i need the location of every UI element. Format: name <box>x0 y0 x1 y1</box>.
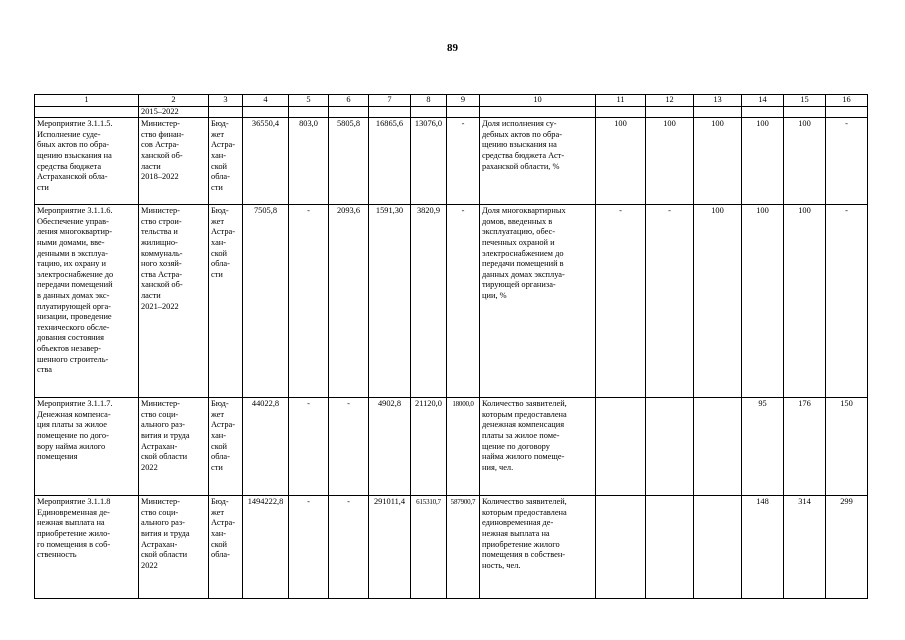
value-cell: 1591,30 <box>369 205 411 398</box>
indicator-cell: Доля исполнения су- дебных актов по обра- щению взыскания на средства бюджета Аст- раханской области, % <box>480 118 596 205</box>
value-cell: - <box>329 496 369 599</box>
table-row <box>35 398 868 496</box>
value-cell <box>596 496 646 599</box>
value-cell: - <box>289 398 329 496</box>
table-row <box>35 205 868 398</box>
table-cell <box>596 106 646 118</box>
column-header: 10 <box>480 95 596 107</box>
executor-cell: Министер- ство соци- ального раз- вития и труда Астрахан- ской области 2022 <box>139 496 209 599</box>
value-cell: - <box>826 205 868 398</box>
column-header: 11 <box>596 95 646 107</box>
value-cell: 36550,4 <box>243 118 289 205</box>
period-continuation-row <box>35 106 868 118</box>
column-header: 9 <box>447 95 480 107</box>
table-cell <box>447 106 480 118</box>
value-cell: 7505,8 <box>243 205 289 398</box>
value-cell: 100 <box>784 205 826 398</box>
value-cell: 2093,6 <box>329 205 369 398</box>
value-cell: 5805,8 <box>329 118 369 205</box>
value-cell: 16865,6 <box>369 118 411 205</box>
value-cell: - <box>329 398 369 496</box>
value-cell: 100 <box>784 118 826 205</box>
value-cell: 100 <box>694 205 742 398</box>
value-cell: 100 <box>596 118 646 205</box>
value-cell: - <box>646 205 694 398</box>
value-cell <box>694 398 742 496</box>
activity-cell: Мероприятие 3.1.1.5. Исполнение суде- бных актов по обра- щению взыскания на средства бюджета Астраханской обла- сти <box>35 118 139 205</box>
value-cell: 100 <box>646 118 694 205</box>
table-cell <box>209 106 243 118</box>
activity-cell: Мероприятие 3.1.1.6. Обеспечение управ- ления многоквартир- ными домами, вве- денными в эксплуа- тацию, их охрану и электроснабжение до передачи помещений в данных домах экс- плуатирующей орга- низации, проведение технического обсле- дования состояния объектов незавер- шенного строитель- ства <box>35 205 139 398</box>
activity-cell: Мероприятие 3.1.1.8 Единовременная де- нежная выплата на приобретение жило- го помещения в соб- ственность <box>35 496 139 599</box>
value-cell: 18000,0 <box>447 398 480 496</box>
table-cell <box>411 106 447 118</box>
value-cell: 100 <box>694 118 742 205</box>
value-cell: - <box>447 118 480 205</box>
funding-source-cell: Бюд- жет Астра- хан- ской обла- сти <box>209 398 243 496</box>
value-cell: - <box>596 205 646 398</box>
value-cell: 150 <box>826 398 868 496</box>
column-header: 8 <box>411 95 447 107</box>
program-activities-table <box>34 94 868 599</box>
funding-source-cell: Бюд- жет Астра- хан- ской обла- сти <box>209 205 243 398</box>
table-cell <box>289 106 329 118</box>
value-cell: 44022,8 <box>243 398 289 496</box>
value-cell: 803,0 <box>289 118 329 205</box>
column-header: 5 <box>289 95 329 107</box>
period-cell: 2015–2022 <box>139 106 209 118</box>
executor-cell: Министер- ство соци- ального раз- вития и труда Астрахан- ской области 2022 <box>139 398 209 496</box>
table-row <box>35 496 868 599</box>
table-cell <box>35 106 139 118</box>
value-cell: 1494222,8 <box>243 496 289 599</box>
value-cell: - <box>826 118 868 205</box>
value-cell <box>596 398 646 496</box>
table-cell <box>826 106 868 118</box>
table-cell <box>784 106 826 118</box>
table-cell <box>329 106 369 118</box>
column-header: 13 <box>694 95 742 107</box>
funding-source-cell: Бюд- жет Астра- хан- ской обла- <box>209 496 243 599</box>
value-cell: 587900,7 <box>447 496 480 599</box>
column-header: 7 <box>369 95 411 107</box>
indicator-cell: Количество заявителей, которым предоставлена единовременная де- нежная выплата на приобретение жилого помещения в собствен- ность, чел. <box>480 496 596 599</box>
column-header: 15 <box>784 95 826 107</box>
value-cell: - <box>289 496 329 599</box>
column-header: 3 <box>209 95 243 107</box>
value-cell: 299 <box>826 496 868 599</box>
value-cell: 148 <box>742 496 784 599</box>
value-cell: 4902,8 <box>369 398 411 496</box>
value-cell: 3820,9 <box>411 205 447 398</box>
funding-source-cell: Бюд- жет Астра- хан- ской обла- сти <box>209 118 243 205</box>
table-cell <box>243 106 289 118</box>
column-header: 4 <box>243 95 289 107</box>
table-cell <box>369 106 411 118</box>
table-row <box>35 118 868 205</box>
value-cell: 176 <box>784 398 826 496</box>
table-cell <box>480 106 596 118</box>
value-cell: 95 <box>742 398 784 496</box>
value-cell: 291011,4 <box>369 496 411 599</box>
value-cell <box>694 496 742 599</box>
indicator-cell: Доля многоквартирных домов, введенных в эксплуатацию, обес- печенных охраной и электроснабжением до передачи помещений в данных домах эксплуа- тирующей организа- ции, % <box>480 205 596 398</box>
page-number: 89 <box>447 42 458 54</box>
table-cell <box>646 106 694 118</box>
column-number-row <box>35 95 868 107</box>
column-header: 6 <box>329 95 369 107</box>
column-header: 12 <box>646 95 694 107</box>
value-cell <box>646 496 694 599</box>
column-header: 14 <box>742 95 784 107</box>
executor-cell: Министер- ство финан- сов Астра- ханской об- ласти 2018–2022 <box>139 118 209 205</box>
value-cell: 100 <box>742 118 784 205</box>
value-cell: 21120,0 <box>411 398 447 496</box>
indicator-cell: Количество заявителей, которым предоставлена денежная компенсация платы за жилое поме- щение по договору найма жилого помеще- ния, чел. <box>480 398 596 496</box>
activity-cell: Мероприятие 3.1.1.7. Денежная компенса- ция платы за жилое помещение по дого- вору найма жилого помещения <box>35 398 139 496</box>
value-cell <box>646 398 694 496</box>
value-cell: 13076,0 <box>411 118 447 205</box>
value-cell: 615310,7 <box>411 496 447 599</box>
value-cell: 100 <box>742 205 784 398</box>
value-cell: - <box>289 205 329 398</box>
table-cell <box>694 106 742 118</box>
table-cell <box>742 106 784 118</box>
column-header: 1 <box>35 95 139 107</box>
column-header: 16 <box>826 95 868 107</box>
value-cell: 314 <box>784 496 826 599</box>
value-cell: - <box>447 205 480 398</box>
executor-cell: Министер- ство строи- тельства и жилищно- коммуналь- ного хозяй- ства Астра- ханской об- ласти 2021–2022 <box>139 205 209 398</box>
column-header: 2 <box>139 95 209 107</box>
